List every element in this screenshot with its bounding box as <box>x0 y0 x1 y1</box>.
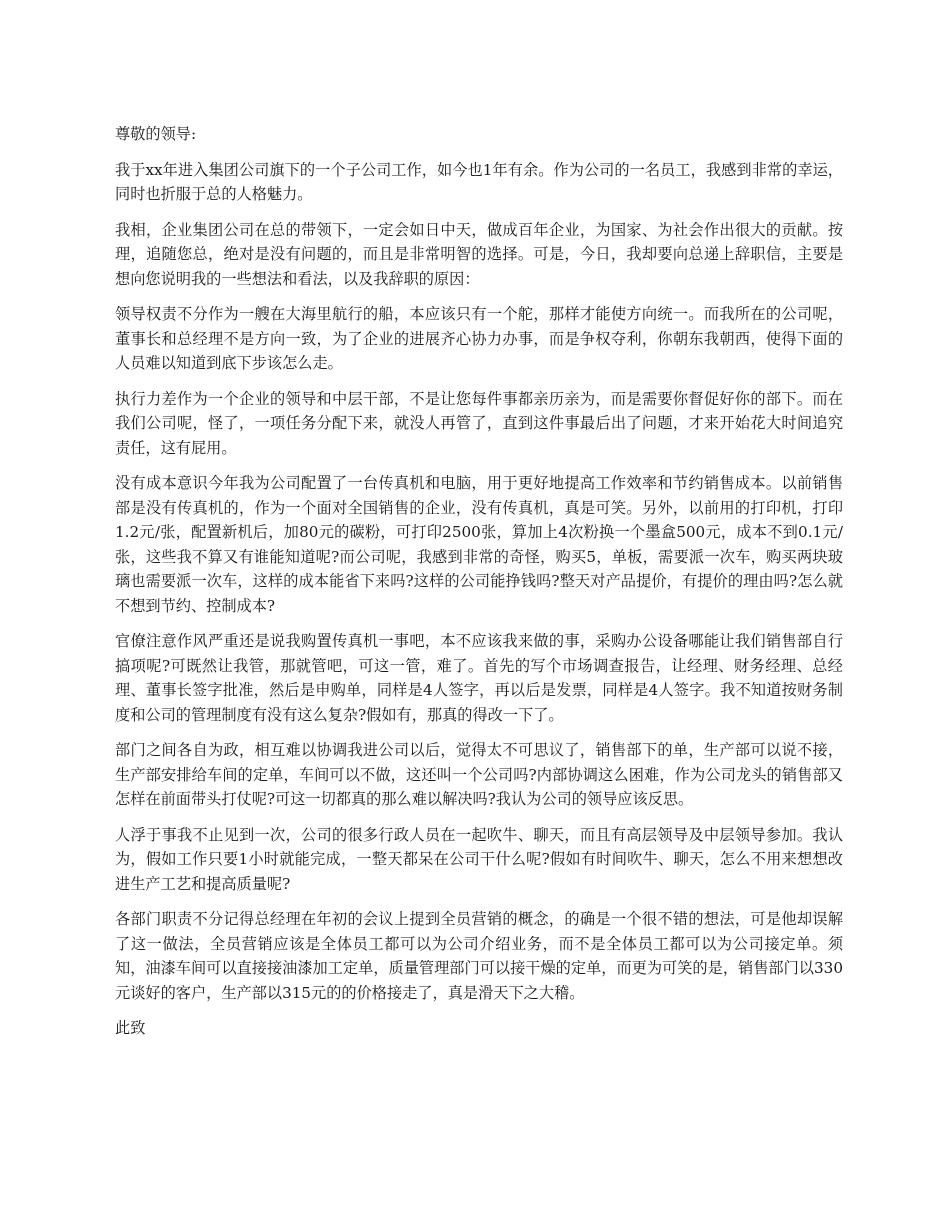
paragraph-cost: 没有成本意识今年我为公司配置了一台传真机和电脑，用于更好地提高工作效率和节约销售成本。以前销售部是没有传真机的，作为一个面对全国销售的企业，没有传真机，真是可笑。另外，以前用的打印机，打印1.2元/张，配置新机后，加80元的碳粉，可打印2500张，算加上4次粉换一个墨盒500元，成本不到0.1元/张，这些我不算又有谁能知道呢?而公司呢，我感到非常的奇怪，购买5，单板，需要派一次车，购买两块玻璃也需要派一次车，这样的成本能省下来吗?这样的公司能挣钱吗?整天对产品提价，有提价的理由吗?怎么就不想到节约、控制成本? <box>115 474 843 615</box>
paragraph-departments: 部门之间各自为政，相互难以协调我进公司以后，觉得太不可思议了，销售部下的单，生产部可以说不接，生产部安排给车间的定单，车间可以不做，这还叫一个公司吗?内部协调这么困难，作为公司龙头的销售部又怎样在前面带头打仗呢?可这一切都真的那么难以解决吗?我认为公司的领导应该反思。 <box>115 741 843 808</box>
resignation-letter <box>115 122 843 1052</box>
paragraph-execution: 执行力差作为一个企业的领导和中层干部，不是让您每件事都亲历亲为，而是需要你督促好你的部下。而在我们公司呢，怪了，一项任务分配下来，就没人再管了，直到这件事最后出了问题，才来开始花大时间追究责任，这有屁用。 <box>115 389 843 457</box>
paragraph-intro: 我于xx年进入集团公司旗下的一个子公司工作，如今也1年有余。作为公司的一名员工，我感到非常的幸运，同时也折服于总的人格魅力。 <box>115 160 843 203</box>
paragraph-leadership: 领导权责不分作为一艘在大海里航行的船，本应该只有一个舵，那样才能使方向统一。而我所在的公司呢，董事长和总经理不是方向一致，为了企业的进展齐心协力办事，而是争权夺利，你朝东我朝西，使得下面的人员难以知道到底下步该怎么走。 <box>115 305 843 372</box>
paragraph-responsibilities: 各部门职责不分记得总经理在年初的会议上提到全员营销的概念，的确是一个很不错的想法，可是他却误解了这一做法，全员营销应该是全体员工都可以为公司介绍业务，而不是全体员工都可以为公司接定单。须知，油漆车间可以直接接油漆加工定单，质量管理部门可以接干燥的定单，而更为可笑的是，销售部门以330元谈好的客户，生产部以315元的的价格接走了，真是滑天下之大稽。 <box>115 910 843 1002</box>
paragraph-reason-statement: 我相，企业集团公司在总的带领下，一定会如日中天，做成百年企业，为国家、为社会作出很大的贡献。按理，追随您总，绝对是没有问题的，而且是非常明智的选择。可是，今日，我却要向总递上辞职信，主要是想向您说明我的一些想法和看法，以及我辞职的原因： <box>115 220 843 288</box>
letter-closing: 此致 <box>115 1019 146 1037</box>
letter-salutation: 尊敬的领导: <box>115 125 197 143</box>
paragraph-bureaucracy: 官僚注意作风严重还是说我购置传真机一事吧，本不应该我来做的事，采购办公设备哪能让我们销售部自行搞项呢?可既然让我管，那就管吧，可这一管，难了。首先的写个市场调查报告，让经理、财务经理、总经理、董事长签字批准，然后是申购单，同样是4人签字，再以后是发票，同样是4人签字。我不知道按财务制度和公司的管理制度有没有这么复杂?假如有，那真的得改一下了。 <box>115 632 843 724</box>
paragraph-idleness: 人浮于事我不止见到一次，公司的很多行政人员在一起吹牛、聊天，而且有高层领导及中层领导参加。我认为，假如工作只要1小时就能完成，一整天都呆在公司干什么呢?假如有时间吹牛、聊天，怎么不用来想想改进生产工艺和提高质量呢? <box>115 825 843 893</box>
